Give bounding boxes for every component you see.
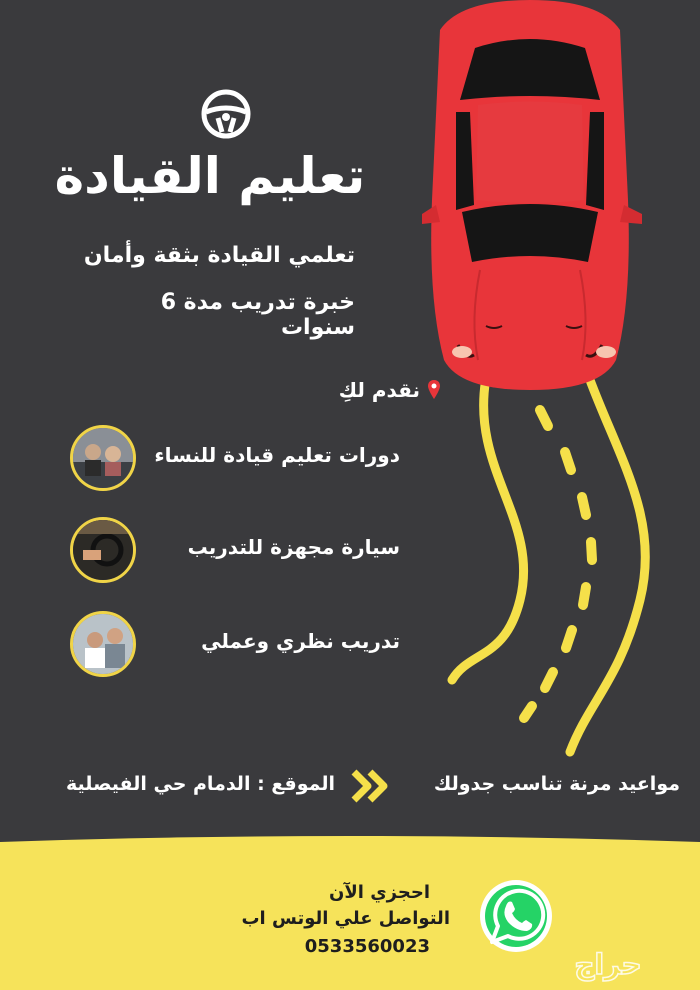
location-text: الموقع : الدمام حي الفيصلية	[66, 773, 335, 795]
service-label: دورات تعليم قيادة للنساء	[154, 443, 400, 467]
women-driving-photo	[70, 425, 136, 491]
steering-wheel-icon	[200, 88, 252, 140]
page-title: تعليم القيادة	[54, 147, 366, 205]
whatsapp-icon[interactable]	[478, 878, 554, 954]
service-item	[70, 517, 430, 587]
service-label: تدريب نظري وعملي	[201, 629, 400, 653]
service-item	[70, 611, 430, 681]
schedule-text: مواعيد مرنة تناسب جدولك	[433, 773, 680, 795]
subtitle-confidence: تعلمي القيادة بثقة وأمان	[83, 243, 355, 268]
instructor-photo	[70, 611, 136, 677]
offer-heading: نقدم لكِ	[338, 378, 420, 402]
book-now-text: احجزي الآن	[328, 882, 430, 903]
service-item	[70, 425, 430, 495]
subtitle-experience: خبرة تدريب مدة 6 سنوات	[160, 290, 355, 340]
phone-number[interactable]: 0533560023	[304, 936, 430, 957]
haraj-watermark-logo	[528, 948, 688, 982]
double-chevron-icon	[350, 768, 392, 804]
car-interior-photo	[70, 517, 136, 583]
service-label: سيارة مجهزة للتدريب	[187, 535, 400, 559]
svg-text:حراج: حراج	[574, 948, 642, 981]
map-pin-icon	[427, 379, 441, 401]
whatsapp-contact-text: التواصل علي الوتس اب	[241, 908, 450, 929]
